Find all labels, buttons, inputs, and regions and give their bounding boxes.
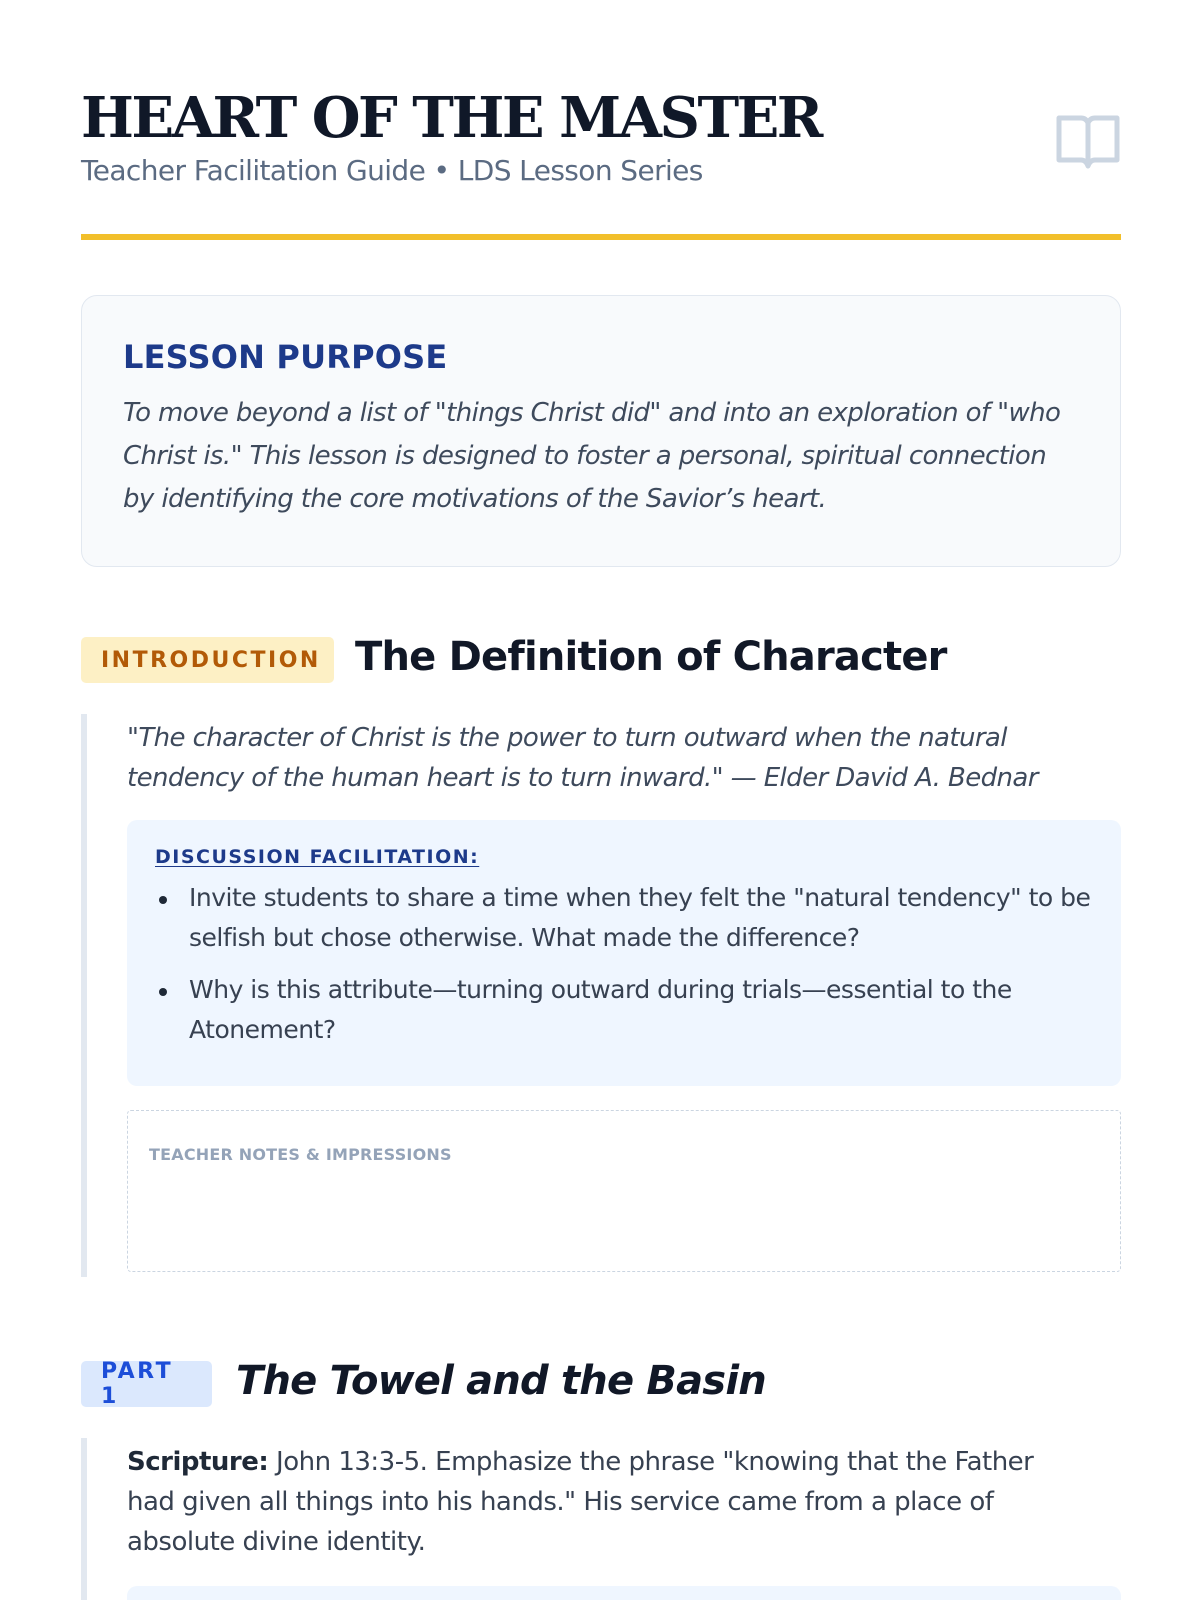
part1-section (81, 1438, 1121, 1600)
introduction-title-row (81, 634, 1121, 685)
lesson-purpose-text: To move beyond a list of "things Christ did" and into an exploration of "who Christ is." This lesson is designed to foster a personal, spiritual connection by identifying the core motivations of the Savior’s heart. (123, 398, 1061, 514)
scripture-text: John 13:3-5. Emphasize the phrase "knowing that the Father had given all things into his hands." His service came from a place of absolute divine identity. (127, 1447, 1034, 1557)
discussion-facilitation-box (127, 820, 1121, 1086)
discussion-label: DISCUSSION FACILITATION: (155, 846, 480, 868)
discussion-item: Invite students to share a time when they felt the "natural tendency" to be selfish but chose otherwise. What made the difference? (155, 878, 1093, 958)
lesson-purpose-card (81, 295, 1121, 567)
teacher-notes-field[interactable] (127, 1110, 1121, 1272)
scripture-label: Scripture: (127, 1447, 269, 1477)
discussion-item: Why is this attribute—turning outward during trials—essential to the Atonement? (155, 970, 1093, 1050)
teacher-notes-label: TEACHER NOTES & IMPRESSIONS (149, 1145, 452, 1164)
part1-title-row (81, 1358, 1121, 1409)
introduction-tag: INTRODUCTION (81, 637, 334, 683)
part1-scripture (127, 1442, 1087, 1562)
part1-tag: PART 1 (81, 1361, 212, 1407)
discussion-list (155, 878, 1093, 1050)
bednar-quote: "The character of Christ is the power to turn outward when the natural tendency of the human heart is to turn inward." — Elder David A. Bednar (127, 723, 1038, 793)
document-header (81, 84, 1121, 187)
lesson-purpose-heading: LESSON PURPOSE (123, 338, 448, 376)
part1-title: The Towel and the Basin (236, 1358, 766, 1404)
header-divider (81, 234, 1121, 240)
introduction-title: The Definition of Character (355, 634, 947, 680)
part1-discussion-box (127, 1586, 1121, 1600)
introduction-section (81, 714, 1121, 1277)
book-icon (1055, 112, 1121, 172)
document-subtitle: Teacher Facilitation Guide • LDS Lesson Series (81, 154, 703, 187)
document-title: HEART OF THE MASTER (81, 85, 821, 151)
